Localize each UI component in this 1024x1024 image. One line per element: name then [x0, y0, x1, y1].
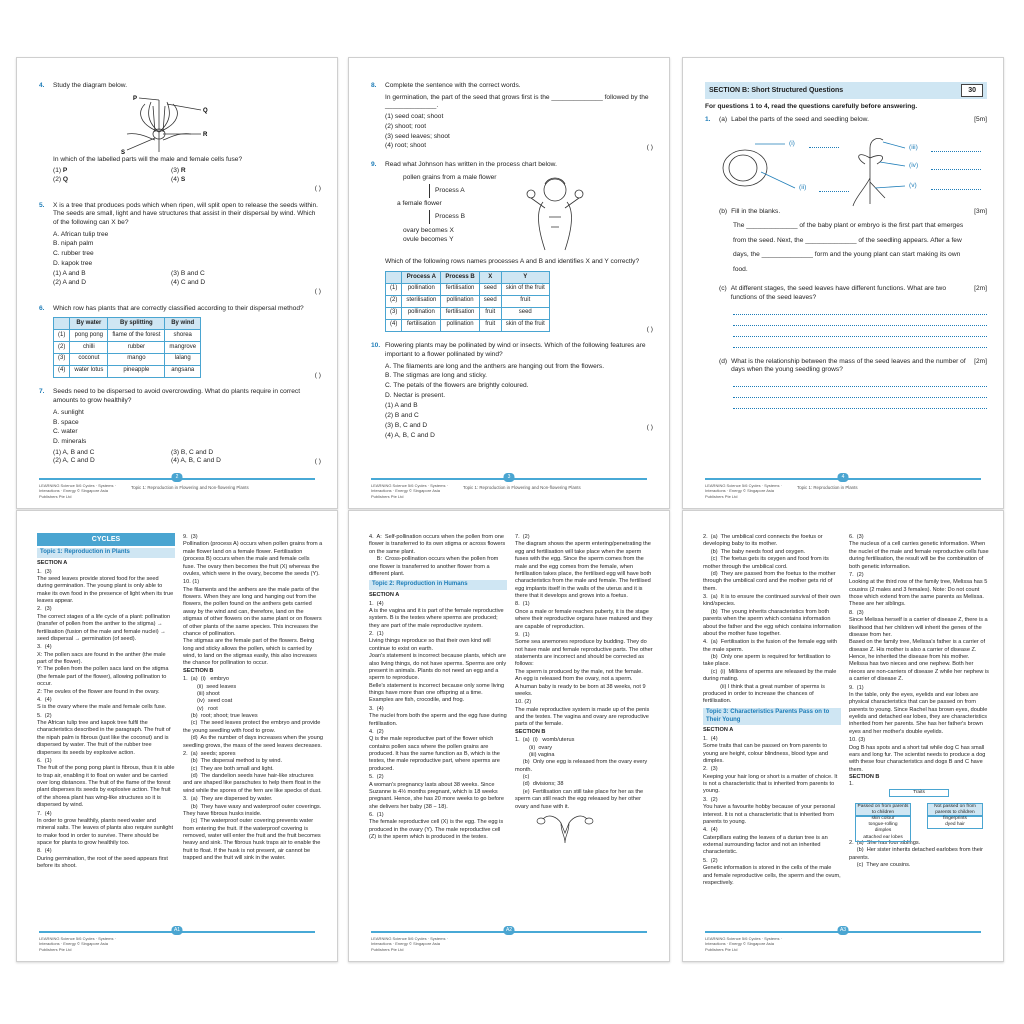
unit-banner: CYCLES [37, 533, 175, 546]
dispersal-table: By water By splitting By wind (1) pong pong flame of the forest shorea (2) chilli rubber mangrove (3) coconut mango lalang (4) water lotus pineapple angsana [53, 317, 201, 378]
answer-line-text: The female reproductive cell (X) is the egg. The egg is produced in the ovary (Y). The male reproductive cell (Z) is the sperm which is produced in the testes. [369, 819, 505, 841]
answer-bracket[interactable]: ( ) [646, 325, 653, 333]
answer-line-text: 1. (3) [37, 568, 52, 575]
answer-line-text: The African tulip tree and kapok tree fulfil the characteristics described in the paragraph. The fruit of the nipah palm is fibrous (just like the coconut) and is dispersed by water. The fruit of the rubber tree disperses its seeds by explosive action. [37, 720, 173, 756]
label-v: (v) [909, 181, 917, 189]
answer-line[interactable] [733, 339, 987, 348]
answer-line-text: 5. (2) [703, 857, 718, 864]
answer-line[interactable] [733, 306, 987, 315]
answer-line[interactable] [733, 389, 987, 398]
answer-line-text: SECTION A [37, 560, 68, 567]
answer-line-text: SECTION B [515, 728, 546, 735]
answer-line-text: (d) They are passed from the foetus to the mother through the umbilical cord and the mother gets rid of them. [703, 570, 838, 592]
process-table: Process A Process B X Y (1) pollination fertilisation seed skin of the fruit (2) sterilisation pollination seed fruit (3) pollination fertilisation fruit seed (4) fertilisation pollination fruit skin of the fruit [385, 271, 550, 332]
answer-line-text: You have a favourite hobby because of your personal interest. It is not a characteristic that is inherited from parents to young. [703, 804, 837, 825]
question-4: 4. Study the diagram below. [39, 82, 128, 89]
question-7: 7. Seeds need to be dispersed to avoid overcrowding. What do plants require in correct amounts to grow healthily? [39, 388, 301, 405]
answer-line-text: 1. (4) [703, 735, 718, 742]
table-row: (1) pong pong flame of the forest shorea [54, 330, 201, 342]
workbook-page-3: 8. Complete the sentence with the correct words. In germination, the part of the seed that grows first is the ______________ followed by the ______________. (1) seed coat; shoot (2) shoot; root (3) seed leaves; shoot (4) root; shoot ( ) 9. Read what Johnson has written in the process chart below. pollen grains from a male flower Process A a female flower Process B ovary becomes X ovule becomes Y Which of the following rows names processes A and B and identifies X and Y correctly? Process A Process B X Y (1) pollination fertilisation seed skin of the fruit (2) sterilisation pollination seed fruit (3) pollination fertilisation fruit seed (4) fertilisation pollination fruit skin of the fruit ( ) 10. Flowering plants may be pollinated by wind or insects. Which of the following features are important to a flower pollinated by wind? A. The filaments are long and the anthers are hanging out from the flowers. B. The stigmas are long and sticky. C. The petals of the flowers are brightly coloured. D. Nectar is present. (1) A and B (2) B and C (3) B, C and D (4) A, B, C and D ( ) 3 LEARNING Science 5/6 Cycles · Systems · Interactions · Energy © Singapore Asia Publishers Pte Ltd Topic 1: Reproduction in Flowering and Non-flowering Plants [348, 57, 670, 509]
answer-line-text: The diagram shows the sperm entering/penetrating the egg and fertilisation will take place when the sperm fuses with the egg. Since the sperm comes from the male and the egg comes from the female, when fertilisation takes place, the fertilised egg will have both characteristics from the male and female. The fertilised egg implants itself in the walls of the uterus and it is there that it develops and grows into a foetus. [515, 541, 653, 599]
answer-line-text: Caterpillars eating the leaves of a durian tree is an external surrounding factor and not an inherited characteristic. [703, 834, 830, 856]
answer-line-text: Once a male or female reaches puberty, it is the stage where their reproductive organs have matured and they are capable of reproduction. [515, 608, 654, 630]
answer-line-text: 1. (a) (i) womb/uterus [515, 737, 575, 744]
table-row: (4) water lotus pineapple angsana [54, 365, 201, 377]
answer-line-text: 3. (4) [369, 705, 384, 712]
answer-line-text: 2. (3) [703, 766, 718, 773]
answer-line-text: (b) The dispersal method is by wind. [183, 758, 283, 765]
answer-line-text: The correct stages of a life cycle of a plant: pollination (transfer of pollen from the anther to the stigma) → fertilisation (fusion of the male and female nuclei) → seed dispersal → germination (of seed). [37, 613, 172, 642]
question-5-items: A. African tulip tree B. nipah palm C. rubber tree D. kapok tree [53, 230, 109, 267]
page-number: 2 [172, 473, 183, 482]
answer-line-text: Based on the family tree, Melissa's father is a carrier of disease Z. His mother is also a carrier of disease Z. Hence, he inherited the disease from his mother. [849, 639, 987, 660]
answer-line-text: 9. (3) [183, 534, 198, 540]
female-reproductive-system-diagram [535, 811, 595, 845]
answer-column-left [703, 533, 841, 931]
answer-line-text: 1. [849, 781, 854, 788]
answer-line-text: (b) The baby needs food and oxygen. [703, 548, 806, 555]
question-1d: (d) What is the relationship between the mass of the seed leaves and the number of days when the young seedling grows? [2m] [719, 357, 987, 374]
answer-line-text: A human baby is ready to be born at 38 weeks, not 9 weeks. [515, 683, 648, 697]
question-5-options: (1) A and B (3) B and C (2) A and D (4) C and D [53, 270, 206, 287]
answer-line-text: X: The pollen sacs are found in the anther (the male part of the flower). [37, 651, 168, 666]
workbook-page-4: SECTION B: Short Structured Questions 30 For questions 1 to 4, read the questions carefully before answering. 1. (a) Label the parts of the seed and seedling below. [5m] (i) (ii) (iii) (iv) (v) (b) Fill in the blanks. [3m] The ______________ of the baby plant or embryo is the first part that emerges from the seed. Next, the ______________ of the seedling appears. After a few days, the ______________ form and the young plant can start making its own food. (c) At different stages, the seed leaves have different functions. What are two functions of the seed leaves? [2m] (d) What is the relationship between the mass of the seed leaves and the number of days when the young seedling grows? [2m] 4 LEARNING Science 5/6 Cycles · Systems · Interactions · Energy © Singapore Asia Publishers Pte Ltd Topic 1: Reproduction in Plants [682, 57, 1004, 509]
question-9: 9. Read what Johnson has written in the process chart below. [371, 160, 557, 168]
answer-column-right [183, 533, 323, 931]
answer-line-text: B: Cross-pollination occurs when the pollen from one flower is transferred to another flower from a different plant. [369, 556, 500, 577]
answer-line-text: 2. (1) [369, 631, 384, 638]
label-iii: (iii) [909, 143, 918, 151]
answer-page-a3 [682, 510, 1004, 962]
answer-line-text: A is the vagina and it is part of the female reproductive system. B is the testes where sperms are produced; they are part of the male reproductive system. [369, 607, 506, 629]
answer-line-text: 4. (a) Fertilisation is the fusion of the female egg with the male sperm. [703, 639, 839, 653]
answer-line[interactable] [733, 400, 987, 409]
answer-line-text: (iii) shoot [183, 690, 220, 697]
answer-line-text: 7. (2) [849, 571, 864, 578]
answer-line-text: The nuclei from both the sperm and the egg fuse during fertilisation. [369, 713, 509, 727]
page-footer: A2 LEARNING Science 5/6 Cycles · Systems · Interactions · Energy © Singapore Asia Publishers Pte Ltd [363, 931, 655, 953]
page-footer: 2 LEARNING Science 5/6 Cycles · Systems · Interactions · Energy © Singapore Asia Publishers Pte Ltd Topic 1: Reproduction in Flowering and Non-flowering Plants [31, 478, 323, 500]
answer-line-text: 6. (1) [37, 757, 52, 764]
answer-line-text: (d) divisions; 38 [515, 781, 564, 788]
answer-line-text: The fruit of the pong pong plant is fibrous, thus it is able to trap air, enabling it to float on water and be carried over long distances. The fruit of the flame of the forest plant disperses its seeds by explosive action. The fruit of the shorea plant has wing-like structures so it is dispersed by wind. [37, 765, 177, 809]
workbook-page-2: 4. Study the diagram below. P Q R S In which of the labelled parts will the male and female cells fuse? (1) P (3) R (2) Q (4) S ( ) 5. X is a tree that produces pods which when ripen, will split open to release the seeds within. The seeds are small, light and have structures that assist in their dispersal by wind. Which of the following can X be? A. African tulip tree B. nipah palm C. rubber tree D. kapok tree (1) A and B (3) B and C (2) A and D (4) C and D ( ) 6. Which row has plants that are correctly classified according to their dispersal method? By water By splitting By wind (1) pong pong flame of the forest shorea (2) chilli rubber mangrove (3) coconut mango lalang (4) water lotus pineapple angsana ( ) 7. Seeds need to be dispersed to avoid overcrowding. What do plants require in correct amounts to grow healthily? A. sunlight B. space C. water D. minerals (1) A, B and C (3) B, C and D (2) A, C and D (4) A, B, C and D ( ) 2 LEARNING Science 5/6 Cycles · Systems · Interactions · Energy © Singapore Asia Publishers Pte Ltd Topic 1: Reproduction in Flowering and Non-flowering Plants [16, 57, 338, 509]
answer-line-text: 8. (1) [515, 601, 530, 608]
traits-diagram: Traits Passed on from parents to children Not passed on from parents to children skin colour tongue-rolling dimples attached ear lobes fingerprints dyed hair [849, 789, 989, 839]
answer-line-text: 3. (4) [37, 644, 52, 651]
answer-line-text: SECTION B [849, 774, 880, 780]
answer-line-text: (b) The young inherits characteristics from both parents when the sperm which contains information about the father and the egg which contains information about the mother fuse together. [703, 608, 843, 637]
answer-line-text: (b) Only one sperm is required for fertilisation to take place. [703, 654, 833, 668]
answer-line-text: Living things reproduce so that their own kind will continue to exist on earth. [369, 638, 493, 652]
answer-page-a1 [16, 510, 338, 962]
answer-line-text: (b) root; shoot; true leaves [183, 713, 258, 719]
topic-heading: Topic 2: Reproduction in Humans [369, 580, 507, 590]
question-10: 10. Flowering plants may be pollinated by wind or insects. Which of the following features are important to a flower pollinated by wind? [371, 342, 646, 358]
answer-bracket[interactable]: ( ) [646, 424, 653, 432]
answer-line-text: (ii) ovary [515, 744, 552, 751]
page-footer: 4 LEARNING Science 5/6 Cycles · Systems · Interactions · Energy © Singapore Asia Publishers Pte Ltd Topic 1: Reproduction in Plants [697, 478, 989, 500]
answer-line-text: Keeping your hair long or short is a matter of choice. It is not a characteristic that is inherited from parents to young. [703, 773, 839, 795]
answer-line-text: 4. (2) [369, 728, 384, 735]
answer-line-text: The stigmas are the female part of the flowers. Being long and sticky allows the pollen, which is carried by wind, to land on the stigmas easily, this also increases the chance for pollination to occur. [183, 638, 319, 667]
answer-line-text: 8. (3) [849, 609, 864, 616]
answer-line-text: The filaments and the anthers are the male parts of the flowers. When they are long and hanging out from the flowers, the pollen found on the anthers gets carried away by the wind and can, therefore, land on the stigmas of other flowers on the same plant or on flowers of other plants of the same species. This increases the chance of pollination. [183, 586, 324, 637]
answer-page-a2 [348, 510, 670, 962]
answer-line-text: Since Melissa herself is a carrier of disease Z, there is a likelihood that her children will inherit the genes of the disease from her. [849, 617, 990, 638]
table-row: (4) fertilisation pollination fruit skin of the fruit [386, 319, 550, 331]
answer-line-text: (b) They have waxy and waterproof outer coverings. They have fibrous husks inside. [183, 803, 323, 817]
answer-line-text: (c) The foetus gets its oxygen and food from its mother through the umbilical cord. [703, 556, 831, 570]
answer-column-right [849, 533, 989, 931]
answer-line-text: 9. (1) [849, 684, 864, 691]
answer-line[interactable] [931, 164, 981, 170]
answer-line-text: The male reproductive system is made up of the penis and the testes. The vagina and ovary are reproductive parts of the female. [515, 706, 651, 728]
answer-line-text: 9. (1) [515, 631, 530, 638]
page-footer: A1 LEARNING Science 5/6 Cycles · Systems · Interactions · Energy © Singapore Asia Publishers Pte Ltd [31, 931, 323, 953]
question-6: 6. Which row has plants that are correctly classified according to their dispersal method? [39, 304, 304, 312]
answer-line-text: Looking at the third row of the family tree, Melissa has 5 cousins (2 males and 3 females). Note: Do not count those which extend from the same parents as Melissa. These are her siblings. [849, 579, 989, 608]
answer-line-text: SECTION A [369, 592, 400, 599]
label-i: (i) [789, 139, 795, 147]
answer-line-text: (b) Only one egg is released from the ovary every month. [515, 759, 649, 773]
answer-line-text: 2. (3) [37, 606, 52, 613]
answer-line-text: The seed leaves provide stored food for the seed during germination. The young plant is only able to make its own food in the presence of light when its true leaves appear. [37, 575, 175, 605]
answer-line-text: (iii) vagina [515, 751, 555, 758]
answer-line-text: (c) [515, 774, 530, 780]
answer-line-text: (iv) seed coat [183, 698, 233, 705]
diagram-label-q: Q [203, 107, 208, 114]
answer-column-left [369, 533, 507, 931]
answer-bracket[interactable]: ( ) [314, 371, 321, 379]
topic-heading: Topic 1: Reproduction in Plants [37, 548, 175, 558]
answer-line-text: 1. (a) (i) embryo [183, 676, 230, 683]
answer-line-text: 4. A: Self-pollination occurs when the pollen from one flower is transferred to its own stigma or across flowers on the same plant. [369, 534, 507, 555]
answer-line-text: (c) They are cousins. [849, 861, 911, 868]
answer-line-text: Dog B has spots and a short tail while dog C has small ears and long fur. The scientist needs to produce a dog with these four characteristics and dogs B and C have them. [849, 744, 987, 773]
answer-bracket[interactable]: ( ) [314, 287, 321, 295]
answer-line-text: The nucleus of a cell carries genetic information. When the nuclei of the male and female reproductive cells fuse during fertilisation, the result will be the combination of both genetic information. [849, 541, 991, 570]
answer-line-text: A woman's pregnancy lasts about 38 weeks. Since Suzanne is 4½ months pregnant, which is 18 weeks pregnant. Hence, she has 20 more weeks to go before she delivers her baby (38 − 18). [369, 781, 506, 810]
answer-line[interactable] [733, 317, 987, 326]
question-1c: (c) At different stages, the seed leaves have different functions. What are two functions of the seed leaves? [2m] [719, 285, 987, 302]
answer-line-text: Some traits that can be passed on from parents to young are height, colour blindness, blood type and dimples. [703, 743, 830, 764]
answer-line-text: 10. (1) [183, 579, 200, 586]
answer-line-text: (c) The waterproof outer covering prevents water from entering the fruit. If the waterproof covering is removed, water will enter the fruit and the fruit becomes heavy and sink. The fibrous husk traps air to enable the fruit to float. If the husk is not present, air cannot be trapped and the fruit will sink in the water. [183, 818, 323, 862]
question-4-prompt: In which of the labelled parts will the male and female cells fuse? [53, 155, 243, 163]
answer-line-text: (b) Her sister inherits detached earlobes from their parents. [849, 847, 985, 861]
table-row: (2) sterilisation pollination seed fruit [386, 295, 550, 307]
answer-line-text: During germination, the root of the seed appears first before its shoot. [37, 855, 170, 870]
answer-line-text: The sperm is produced by the male, not the female. [515, 668, 643, 675]
table-row: (2) chilli rubber mangrove [54, 342, 201, 354]
answer-line-text: 4. (4) [703, 827, 718, 834]
answer-line-text: Joan's statement is incorrect because plants, which are also living things, do not have sperms. Sperms are only present in animals. Plants do not need an egg and a sperm to reproduce. [369, 653, 508, 682]
answer-line-text: Some sea anemones reproduce by budding. They do not have male and female reproductive parts. The other statements are incorrect and should be corrected as follows: [515, 639, 655, 668]
answer-line-text: 6. (1) [369, 812, 384, 819]
answer-line-text: 7. (4) [37, 810, 52, 817]
table-row: (1) pollination fertilisation seed skin of the fruit [386, 283, 550, 295]
answer-column-left [37, 533, 175, 931]
answer-line-text: Genetic information is stored in the cells of the male and female reproductive cells, the sperm and the ovum, respectively. [703, 865, 843, 886]
answer-line-text: SECTION B [183, 667, 214, 674]
answer-line-text: 3. (a) It is to ensure the continued survival of their own kind/species. [703, 594, 842, 608]
student-illustration [525, 172, 585, 254]
diagram-label-p: P [133, 95, 138, 102]
answer-line-text: 8. (4) [37, 848, 52, 855]
answer-line[interactable] [733, 378, 987, 387]
answer-line-text: (d) The dandelion seeds have hair-like structures and are shaped like parachutes to help them float in the wind while the spores of the fern are like specks of dust. [183, 773, 323, 794]
table-row: (3) coconut mango lalang [54, 353, 201, 365]
answer-line[interactable] [931, 146, 981, 152]
answer-line-text: S is the ovary where the male and female cells fuse. [37, 704, 167, 711]
answer-line-text: Pollination (process A) occurs when pollen grains from a male flower land on a female flower. Fertilisation (process B) occurs when the male and female cells fuse. The ovary then becomes the fruit (X) whereas the ovules, which were in the ovary, become the seeds (Y). [183, 541, 324, 577]
table-row: (3) pollination fertilisation fruit seed [386, 307, 550, 319]
question-5: 5. X is a tree that produces pods which when ripen, will split open to release the seeds within. The seeds are small, light and have structures that assist in their dispersal by wind. Which of the following can X be? [39, 201, 318, 226]
answer-line-text: 6. (3) [849, 534, 864, 540]
answer-line-text: Y: The pollen from the pollen sacs land on the stigma (the female part of the flower), allowing pollination to occur. [37, 666, 170, 688]
answer-line-text: (e) Fertilisation can still take place for her as the sperm can still reach the egg released by her other ovary and fuse with it. [515, 788, 645, 810]
answer-line-text: (c) (i) Millions of sperms are released by the male during mating. [703, 668, 838, 683]
answer-line-text: 7. (2) [515, 534, 530, 540]
answer-line-text: 5. (2) [37, 712, 52, 719]
answer-line-text: 3. (2) [703, 796, 718, 803]
answer-line-text: (v) root [183, 705, 218, 712]
answer-line-text: Z: The ovules of the flower are found in the ovary. [37, 688, 160, 695]
seed-seedling-diagram [705, 128, 987, 208]
section-header: SECTION B: Short Structured Questions 30 [705, 82, 987, 99]
answer-line[interactable] [931, 184, 981, 190]
question-8: 8. Complete the sentence with the correct words. [371, 82, 521, 89]
flower-diagram [99, 94, 249, 156]
answer-line-text: In the table, only the eyes, eyelids and ear lobes are physical characteristics that can be passed on from parents to young. Since Rachel has brown eyes, double eyelids and detached ear lobes, they are characteristics inherited from her parents. She has her father's brown eyes and her mother's double eyelids. [849, 691, 989, 735]
diagram-label-r: R [203, 131, 208, 138]
label-iv: (iv) [909, 161, 919, 169]
answer-line-text: Q is the male reproductive part of the flower which contains pollen sacs where the pollen grains are produced. It has the same function as B, which is the testes, the male reproductive part, where sperms are produced. [369, 736, 502, 772]
answer-line-text: 2. (a) seeds; spores [183, 750, 236, 757]
answer-line-text: (c) The seed leaves protect the embryo and provide the young seedling with food to grow. [183, 720, 322, 734]
section-marks: 30 [961, 84, 983, 97]
answer-line-text: 2. (a) The umbilical cord connects the foetus or developing baby to its mother. [703, 534, 825, 548]
question-1a: 1. (a) Label the parts of the seed and seedling below. [5m] [705, 115, 987, 123]
diagram-label-s: S [121, 149, 126, 156]
answer-line-text: 2. (a) She has four siblings. [849, 839, 921, 846]
answer-line-text: 10. (3) [849, 737, 866, 744]
answer-line-text: 4. (4) [37, 696, 52, 703]
topic-heading: Topic 3: Characteristics Parents Pass on to Their Young [703, 708, 841, 726]
answer-line-text: In order to grow healthily, plants need water and mineral salts. The leaves of plants also require sunlight to make food in order to survive. There should be space for plants to grow healthily too. [37, 817, 175, 847]
answer-line-text: Melissa has two nieces and one nephew. Both her nieces are non-carriers of disease Z while her nephew is a carrier of disease Z. [849, 661, 991, 683]
answer-bracket[interactable]: ( ) [314, 184, 321, 192]
question-1b: (b) Fill in the blanks. [3m] [719, 207, 987, 215]
process-chart: pollen grains from a male flower Process A a female flower Process B ovary becomes X ovule becomes Y [385, 172, 653, 258]
answer-line-text: 3. (a) They are dispersed by water. [183, 796, 273, 803]
answer-line-text: Belle's statement is incorrect because only some living things have more than one offspring at a time. Examples are fish, crocodile, and frog. [369, 682, 506, 704]
answer-bracket[interactable]: ( ) [314, 458, 321, 466]
answer-line-text: (d) As the number of days increases when the young seedling grows, the mass of the seed leaves decreases. [183, 735, 325, 749]
label-ii: (ii) [799, 183, 807, 191]
answer-line-text: (ii) seed leaves [183, 683, 237, 690]
answer-line-text: 5. (2) [369, 774, 384, 781]
answer-line-text: 1. (4) [369, 600, 384, 607]
answer-line-text: 10. (2) [515, 699, 532, 706]
page-footer: A3 LEARNING Science 5/6 Cycles · Systems · Interactions · Energy © Singapore Asia Publishers Pte Ltd [697, 931, 989, 953]
question-4-options: (1) P (3) R (2) Q (4) S [53, 167, 186, 184]
answer-line[interactable] [733, 328, 987, 337]
answer-column-right [515, 533, 655, 931]
answer-line-text: An egg is released from the ovary, not a sperm. [515, 676, 633, 683]
answer-line[interactable] [819, 186, 849, 192]
answer-line-text: (c) They are both small and light. [183, 765, 274, 772]
answer-bracket[interactable]: ( ) [646, 143, 653, 151]
answer-line[interactable] [809, 142, 839, 148]
page-footer: 3 LEARNING Science 5/6 Cycles · Systems · Interactions · Energy © Singapore Asia Publishers Pte Ltd Topic 1: Reproduction in Flowering and Non-flowering Plants [363, 478, 655, 500]
answer-line-text: SECTION A [703, 727, 734, 734]
answer-line-text: (ii) I think that a great number of sperms is produced in order to increase the chances of fertilisation. [703, 683, 827, 705]
